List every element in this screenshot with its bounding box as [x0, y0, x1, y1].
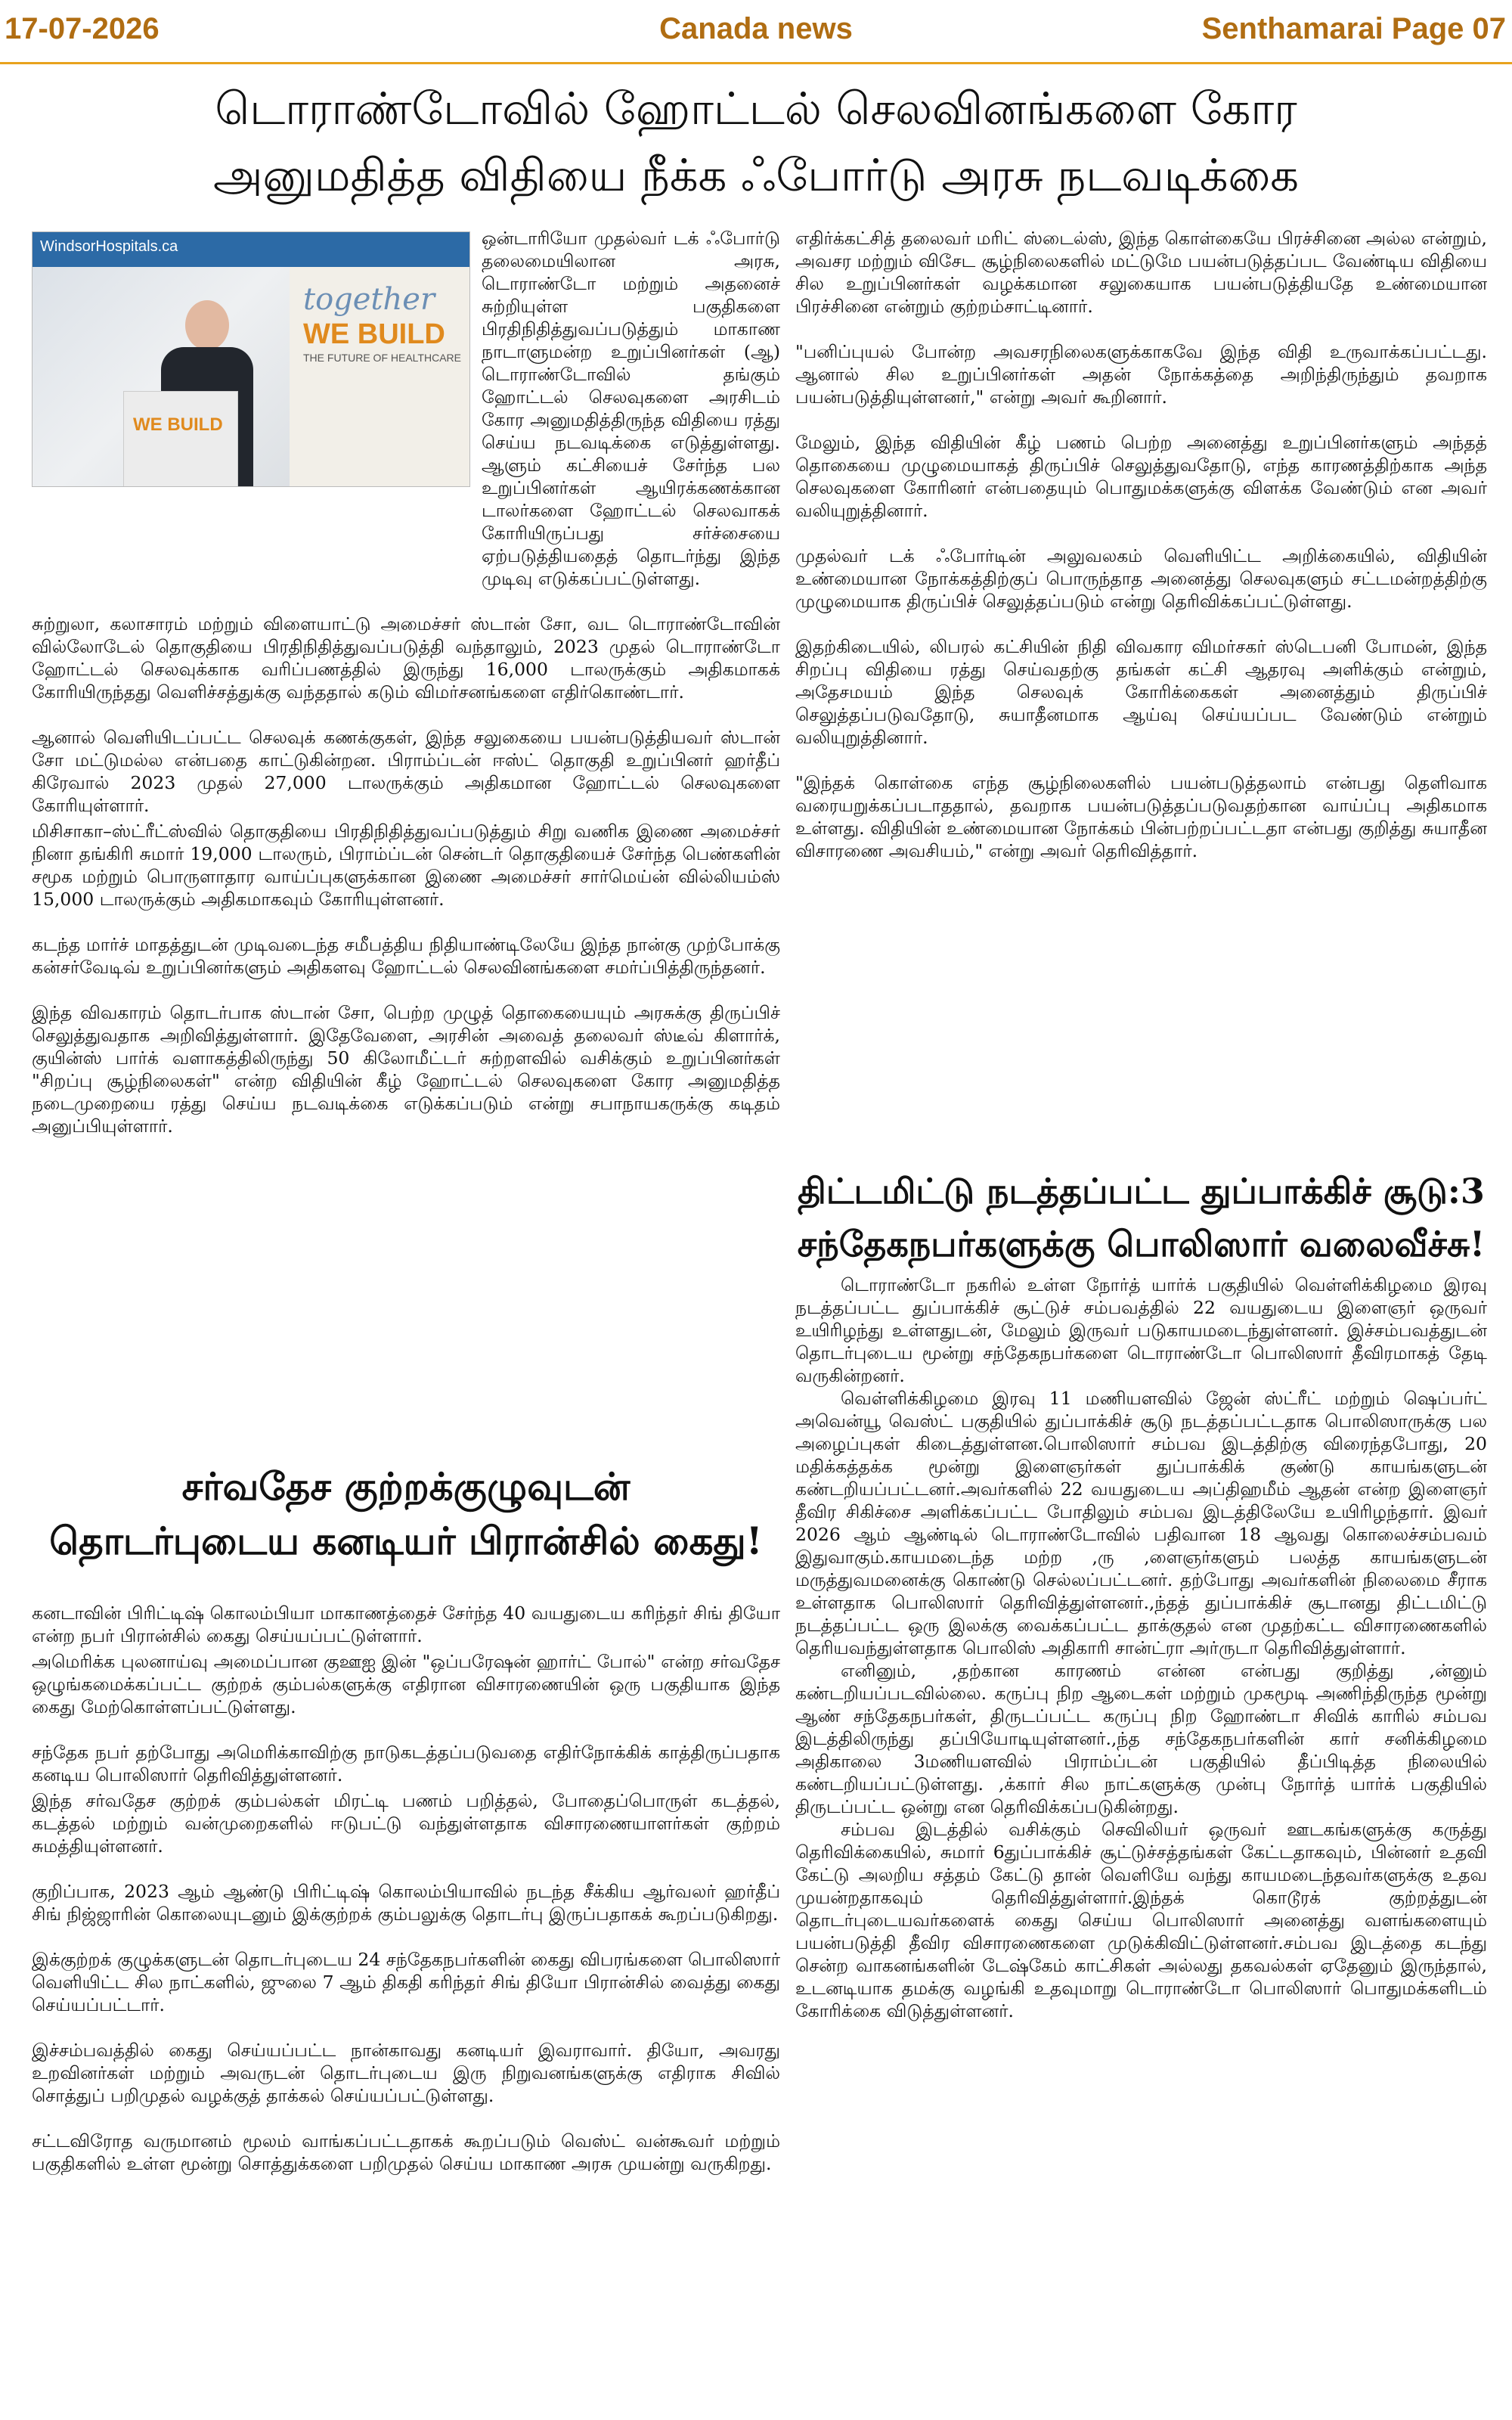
publication-name: Canada news — [659, 12, 853, 45]
page-label: Senthamarai Page 07 — [1201, 12, 1506, 45]
story1-paragraph: மேலும், இந்த விதியின் கீழ் பணம் பெற்ற அனைத்து உறுப்பினர்களும் அந்தத் தொகையை முழுமையாகத் திருப்பிச் செலுத்துவதோடு, எந்த காரணத்திற்காக அந்த செலவுகளை கோரினர் என்பதையும் பொதுமக்களுக்கு விளக்க வேண்டும் என அவர் வலியுறுத்தினார். — [795, 432, 1487, 521]
story3-headline-line2: சந்தேகநபர்களுக்கு பொலிஸார் வலைவீச்சு! — [797, 1224, 1486, 1264]
story1-paragraph: எதிர்க்கட்சித் தலைவர் மரிட் ஸ்டைல்ஸ், இந்த கொள்கையே பிரச்சினை அல்ல என்றும், அவசர மற்றும் விசேட சூழ்நிலைகளில் மட்டுமே பயன்படுத்தப்பட வேண்டிய விதியை சில உறுப்பினர்கள் வழக்கமான சலுகையாக பயன்படுத்தியதே உண்மையான பிரச்சினை என்றும் குற்றம்சாட்டினார். — [795, 228, 1487, 317]
backdrop-text-line2: WE BUILD — [303, 318, 445, 350]
backdrop-text-line3: THE FUTURE OF HEALTHCARE — [303, 352, 461, 364]
backdrop-text-line1: together — [303, 282, 435, 317]
story1-paragraph: மிசிசாகா–ஸ்ட்ரீட்ஸ்வில் தொகுதியை பிரதிநிதித்துவப்படுத்தும் சிறு வணிக இணை அமைச்சர் நினா தங்கிரி சுமார் 19,000 டாலரும், பிராம்ப்டன் சென்டர் தொகுதியைச் சேர்ந்த பெண்களின் சமூக மற்றும் பொருளாதார வாய்ப்புகளுக்கான இணை அமைச்சர் சார்மெய்ன் வில்லியம்ஸ் 15,000 டாலருக்கும் அதிகமாகவும் கோரியுள்ளனர். — [32, 821, 780, 910]
story2-paragraph: அமெரிக்க புலனாய்வு அமைப்பான குஊஐ இன் "ஒப்பரேஷன் ஹார்ட் போல்" என்ற சர்வதேச ஒழுங்கமைக்கப்பட்ட குற்றக் கும்பல்களுக்கு எதிரான விசாரணையின் ஒரு பகுதியாக இந்த கைது மேற்கொள்ளப்பட்டுள்ளது. — [32, 1651, 780, 1717]
podium-text: WE BUILD — [133, 414, 223, 435]
story1-headline-line1: டொராண்டோவில் ஹோட்டல் செலவினங்களை கோர — [215, 82, 1297, 135]
story3-paragraph: எனினும், ,தற்கான காரணம் என்ன என்பது குறித்து ,ன்னும் கண்டறியப்படவில்லை. கருப்பு நிற ஆடைகள் மற்றும் முகமூடி அணிந்திருந்த மூன்று ஆண் சந்தேகநபர்கள், திருடப்பட்ட கருப்பு நிற ஹோண்டா சிவிக் காரில் சம்பவ இடத்திலிருந்து தப்பியோடியுள்ளனர்.,ந்த சந்தேகநபர்களின் கார் சனிக்கிழமை அதிகாலை 3மணியளவில் பிராம்ப்டன் பகுதியில் தீப்பிடித்த நிலையில் கண்டறியப்பட்டுள்ளது. ,க்கார் சில நாட்களுக்கு முன்பு நோர்த் யார்க் பகுதியில் திருடப்பட்ட ஒன்று என தெரிவிக்கப்படுகின்றது. — [795, 1660, 1487, 1817]
story1-paragraph: ஆனால் வெளியிடப்பட்ட செலவுக் கணக்குகள், இந்த சலுகையை பயன்படுத்தியவர் ஸ்டான் சோ மட்டுமல்ல என்பதை காட்டுகின்றன. பிராம்ப்டன் ஈஸ்ட் தொகுதி உறுப்பினர் ஹர்தீப் கிரேவால் 2023 முதல் 27,000 டாலருக்கும் அதிகமான ஹோட்டல் செலவுகளை கோரியுள்ளார். — [32, 727, 780, 816]
story2-headline-line1: சர்வதேச குற்றக்குழுவுடன் — [181, 1464, 631, 1509]
story1-paragraph: கடந்த மார்ச் மாதத்துடன் முடிவடைந்த சமீபத்திய நிதியாண்டிலேயே இந்த நான்கு முற்போக்கு கன்சர்வேடிவ் உறுப்பினர்களும் அதிகளவு ஹோட்டல் செலவினங்களை சமர்ப்பித்திருந்தனர். — [32, 934, 780, 978]
story1-paragraph: ஒன்டாரியோ முதல்வர் டக் ஃபோர்டு தலைமையிலான அரசு, டொராண்டோ மற்றும் அதனைச் சுற்றியுள்ள பகுதிகளை பிரதிநிதித்துவப்படுத்தும் மாகாண நாடாளுமன்ற உறுப்பினர்கள் (ஆ) டொராண்டோவில் தங்கும் ஹோட்டல் செலவுகளை அரசிடம் கோர அனுமதித்திருந்த விதியை ரத்து செய்ய நடவடிக்கை எடுத்துள்ளது. ஆளும் கட்சியைச் சேர்ந்த பல உறுப்பினர்கள் ஆயிரக்கணக்கான டாலர்களை ஹோட்டல் செலவாகக் கோரியிருப்பது சர்ச்சையை ஏற்படுத்தியதைத் தொடர்ந்து இந்த முடிவு எடுக்கப்பட்டுள்ளது. — [482, 228, 780, 589]
story2-paragraph: சந்தேக நபர் தற்போது அமெரிக்காவிற்கு நாடுகடத்தப்படுவதை எதிர்நோக்கிக் காத்திருப்பதாக கனடிய பொலிஸார் தெரிவித்துள்ளனர். — [32, 1742, 780, 1786]
story1-column-left — [32, 227, 780, 1160]
story1-paragraph: முதல்வர் டக் ஃபோர்டின் அலுவலகம் வெளியிட்ட அறிக்கையில், விதியின் உண்மையான நோக்கத்திற்குப் பொருந்தாத அனைத்து செலவுகளும் சட்டமன்றத்திற்கு முழுமையாக திருப்பிச் செலுத்தப்படும் என்று தெரிவிக்கப்பட்டுள்ளது. — [795, 545, 1487, 612]
story2-paragraph: குறிப்பாக, 2023 ஆம் ஆண்டு பிரிட்டிஷ் கொலம்பியாவில் நடந்த சீக்கிய ஆர்வலர் ஹர்தீப் சிங் நிஜ்ஜாரின் கொலையுடனும் இக்குற்றக் கும்பலுக்கு தொடர்பு இருப்பதாகக் கூறப்படுகிறது. — [32, 1881, 780, 1925]
issue-date: 17-07-2026 — [5, 12, 160, 45]
masthead — [0, 0, 1512, 64]
photo-website-text: WindsorHospitals.ca — [40, 238, 178, 255]
story2-headline-line2: தொடர்புடைய கனடியர் பிரான்சில் கைது! — [49, 1519, 763, 1563]
story2-paragraph: இச்சம்பவத்தில் கைது செய்யப்பட்ட நான்காவது கனடியர் இவராவார். தியோ, அவரது உறவினர்கள் மற்றும் அவருடன் தொடர்புடைய இரு நிறுவனங்களுக்கு எதிராக சிவில் சொத்துப் பறிமுதல் வழக்குத் தாக்கல் செய்யப்பட்டுள்ளது. — [32, 2040, 780, 2106]
story1-paragraph: சுற்றுலா, கலாசாரம் மற்றும் விளையாட்டு அமைச்சர் ஸ்டான் சோ, வட டொராண்டோவின் வில்லோடேல் தொகுதியை பிரதிநிதித்துவப்படுத்தி வந்தாலும், 2023 முதல் டொராண்டோ ஹோட்டல் செலவுக்காக வரிப்பணத்தில் இருந்து 16,000 டாலருக்கும் அதிகமாகக் கோரியிருந்தது வெளிச்சத்துக்கு வந்ததால் கடும் விமர்சனங்களை எதிர்கொண்டார். — [32, 613, 780, 703]
story2-column — [32, 1602, 780, 2198]
story2-paragraph: கனடாவின் பிரிட்டிஷ் கொலம்பியா மாகாணத்தைச் சேர்ந்த 40 வயதுடைய கரிந்தர் சிங் தியோ என்ற நபர் பிரான்சில் கைது செய்யப்பட்டுள்ளார். — [32, 1602, 780, 1646]
story1-headline — [15, 76, 1497, 209]
story1-column-right — [795, 227, 1487, 885]
story3-paragraph: வெள்ளிக்கிழமை இரவு 11 மணியளவில் ஜேன் ஸ்ட்ரீட் மற்றும் ஷெப்பர்ட் அவென்யூ வெஸ்ட் பகுதியில் துப்பாக்கிச் சூடு நடத்தப்பட்டதாக பொலிஸாருக்கு பல அழைப்புகள் கிடைத்துள்ளன.பொலிஸார் சம்பவ இடத்திற்கு விரைந்தபோது, 20 மதிக்கத்தக்க மூன்று இளைஞர்கள் துப்பாக்கிக் குண்டு காயங்களுடன் கண்டறியப்பட்டனர்.அவர்களில் 22 வயதுடைய அப்திஹமீம் ஆதன் என்ற இளைஞர் தீவிர சிகிச்சை அளிக்கப்பட்ட போதிலும் சம்பவ இடத்திலேயே உயிரிழந்தார். இவர் 2026 ஆம் ஆண்டில் டொராண்டோவில் பதிவான 18 ஆவது கொலைச்சம்பவம் இதுவாகும்.காயமடைந்த மற்ற ,ரு ,ளைஞர்களும் பலத்த காயங்களுடன் மருத்துவமனைக்கு கொண்டு செல்லப்பட்டனர். தற்போது அவர்களின் நிலைமை சீராக உள்ளதாக பொலிஸார் தெரிவித்துள்ளனர்.,ந்தத் துப்பாக்கிச் சூடானது திட்டமிட்டு நடத்தப்பட்ட ஒரு இலக்கு வைக்கப்பட்ட தாக்குதல் என முதற்கட்ட விசாரணைகளில் தெரியவந்துள்ளதாக பொலிஸ் அதிகாரி சான்ட்ரா அர்ருடா தெரிவித்துள்ளார். — [795, 1388, 1487, 1658]
story1-headline-line2: அனுமதித்த விதியை நீக்க ஃபோர்டு அரசு நடவடிக்கை — [212, 149, 1300, 201]
story1-paragraph: இந்த விவகாரம் தொடர்பாக ஸ்டான் சோ, பெற்ற முழுத் தொகையையும் அரசுக்கு திருப்பிச் செலுத்துவதாக அறிவித்துள்ளார். இதேவேளை, அரசின் அவைத் தலைவர் ஸ்டீவ் கிளார்க், குயின்ஸ் பார்க் வளாகத்திலிருந்து 50 கிலோமீட்டர் சுற்றளவில் வசிக்கும் உறுப்பினர்கள் "சிறப்பு சூழ்நிலைகள்" என்ற விதியின் கீழ் ஹோட்டல் செலவுகளை கோர அனுமதித்த நடைமுறையை ரத்து செய்ய நடவடிக்கை எடுக்கப்படும் என்று சபாநாயகருக்கு கடிதம் அனுப்பியுள்ளார். — [32, 1002, 780, 1137]
story2-headline — [32, 1460, 780, 1568]
story1-paragraph: இதற்கிடையில், லிபரல் கட்சியின் நிதி விவகார விமர்சகர் ஸ்டெபனி போமன், இந்த சிறப்பு விதியை ரத்து செய்வதற்கு தங்கள் கட்சி ஆதரவு அளிக்கும் என்றும், அதேசமயம் இந்த செலவுக் கோரிக்கைகள் அனைத்தும் திருப்பிச் செலுத்தப்படுவதோடு, சுயாதீனமாக ஆய்வு செய்யப்பட வேண்டும் என்றும் வலியுறுத்தினார். — [795, 636, 1487, 748]
story2-paragraph: இந்த சர்வதேச குற்றக் கும்பல்கள் மிரட்டி பணம் பறித்தல், போதைப்பொருள் கடத்தல், கடத்தல் மற்றும் வன்முறைகளில் ஈடுபட்டு வந்துள்ளதாக விசாரணையாளர்கள் குற்றம் சுமத்தியுள்ளனர். — [32, 1790, 780, 1857]
story1-paragraph: "பனிப்புயல் போன்ற அவசரநிலைகளுக்காகவே இந்த விதி உருவாக்கப்பட்டது. ஆனால் சில உறுப்பினர்கள் அதன் நோக்கத்தை அறிந்திருந்தும் தவறாக பயன்படுத்தியுள்ளனர்," என்று அவர் கூறினார். — [795, 341, 1487, 408]
story1-paragraph: "இந்தக் கொள்கை எந்த சூழ்நிலைகளில் பயன்படுத்தலாம் என்பது தெளிவாக வரையறுக்கப்படாததால், தவறாக பயன்படுத்தப்படுவதற்கான வாய்ப்பு அதிகமாக உள்ளது. விதியின் உண்மையான நோக்கம் பின்பற்றப்பட்டதா என்பது குறித்து சுயாதீன விசாரணை அவசியம்," என்று அவர் தெரிவித்தார். — [795, 772, 1487, 861]
story3-paragraph: சம்பவ இடத்தில் வசிக்கும் செவிலியர் ஒருவர் ஊடகங்களுக்கு கருத்து தெரிவிக்கையில், சுமார் 6துப்பாக்கிச் சூட்டுச்சத்தங்கள் கேட்டதாகவும், பின்னர் உதவி கேட்டு அலறிய சத்தம் கேட்டு தான் வெளியே வந்து காயமடைந்தவர்களுக்கு உதவ முயன்றதாகவும் தெரிவித்துள்ளார்.இந்தக் கொடூரக் குற்றத்துடன் தொடர்புடையவர்களைக் கைது செய்ய பொலிஸார் அனைத்து வளங்களையும் பயன்படுத்தி தீவிர விசாரணைகளை முடுக்கிவிட்டுள்ளனர்.சம்பவ இடத்தை கடந்து சென்ற வாகனங்களின் டேஷ்கேம் காட்சிகள் அல்லது தகவல்கள் ஏதேனும் இருந்தால், உடனடியாக தமக்கு வழங்கி உதவுமாறு டொராண்டோ பொலிஸார் பொதுமக்களிடம் கோரிக்கை விடுத்துள்ளனர். — [795, 1819, 1487, 2021]
story2-paragraph: சட்டவிரோத வருமானம் மூலம் வாங்கப்பட்டதாகக் கூறப்படும் வெஸ்ட் வன்கூவர் மற்றும் பகுதிகளில் உள்ள மூன்று சொத்துக்களை பறிமுதல் செய்ய மாகாண அரசு முயன்று வருகிறது. — [32, 2130, 780, 2174]
story3-headline-line1: திட்டமிட்டு நடத்தப்பட்ட துப்பாக்கிச் சூடு:3 — [798, 1171, 1485, 1212]
story3-column — [795, 1274, 1487, 2022]
story2-paragraph: இக்குற்றக் குழுக்களுடன் தொடர்புடைய 24 சந்தேகநபர்களின் கைது விபரங்களை பொலிஸார் வெளியிட்ட சில நாட்களில், ஜுலை 7 ஆம் திகதி கரிந்தர் சிங் தியோ பிரான்சில் வைத்து கைது செய்யப்பட்டார். — [32, 1949, 780, 2015]
story3-headline — [795, 1165, 1487, 1270]
story3-paragraph: டொராண்டோ நகரில் உள்ள நோர்த் யார்க் பகுதியில் வெள்ளிக்கிழமை இரவு நடத்தப்பட்ட துப்பாக்கிச் சூட்டுச் சம்பவத்தில் 22 வயதுடைய இளைஞர் ஒருவர் உயிரிழந்து உள்ளதுடன், மேலும் இருவர் படுகாயமடைந்துள்ளனர். இச்சம்பவத்துடன் தொடர்புடைய மூன்று சந்தேகநபர்களை டொராண்டோ பொலிஸார் தீவிரமாகத் தேடி வருகின்றனர். — [795, 1274, 1487, 1386]
